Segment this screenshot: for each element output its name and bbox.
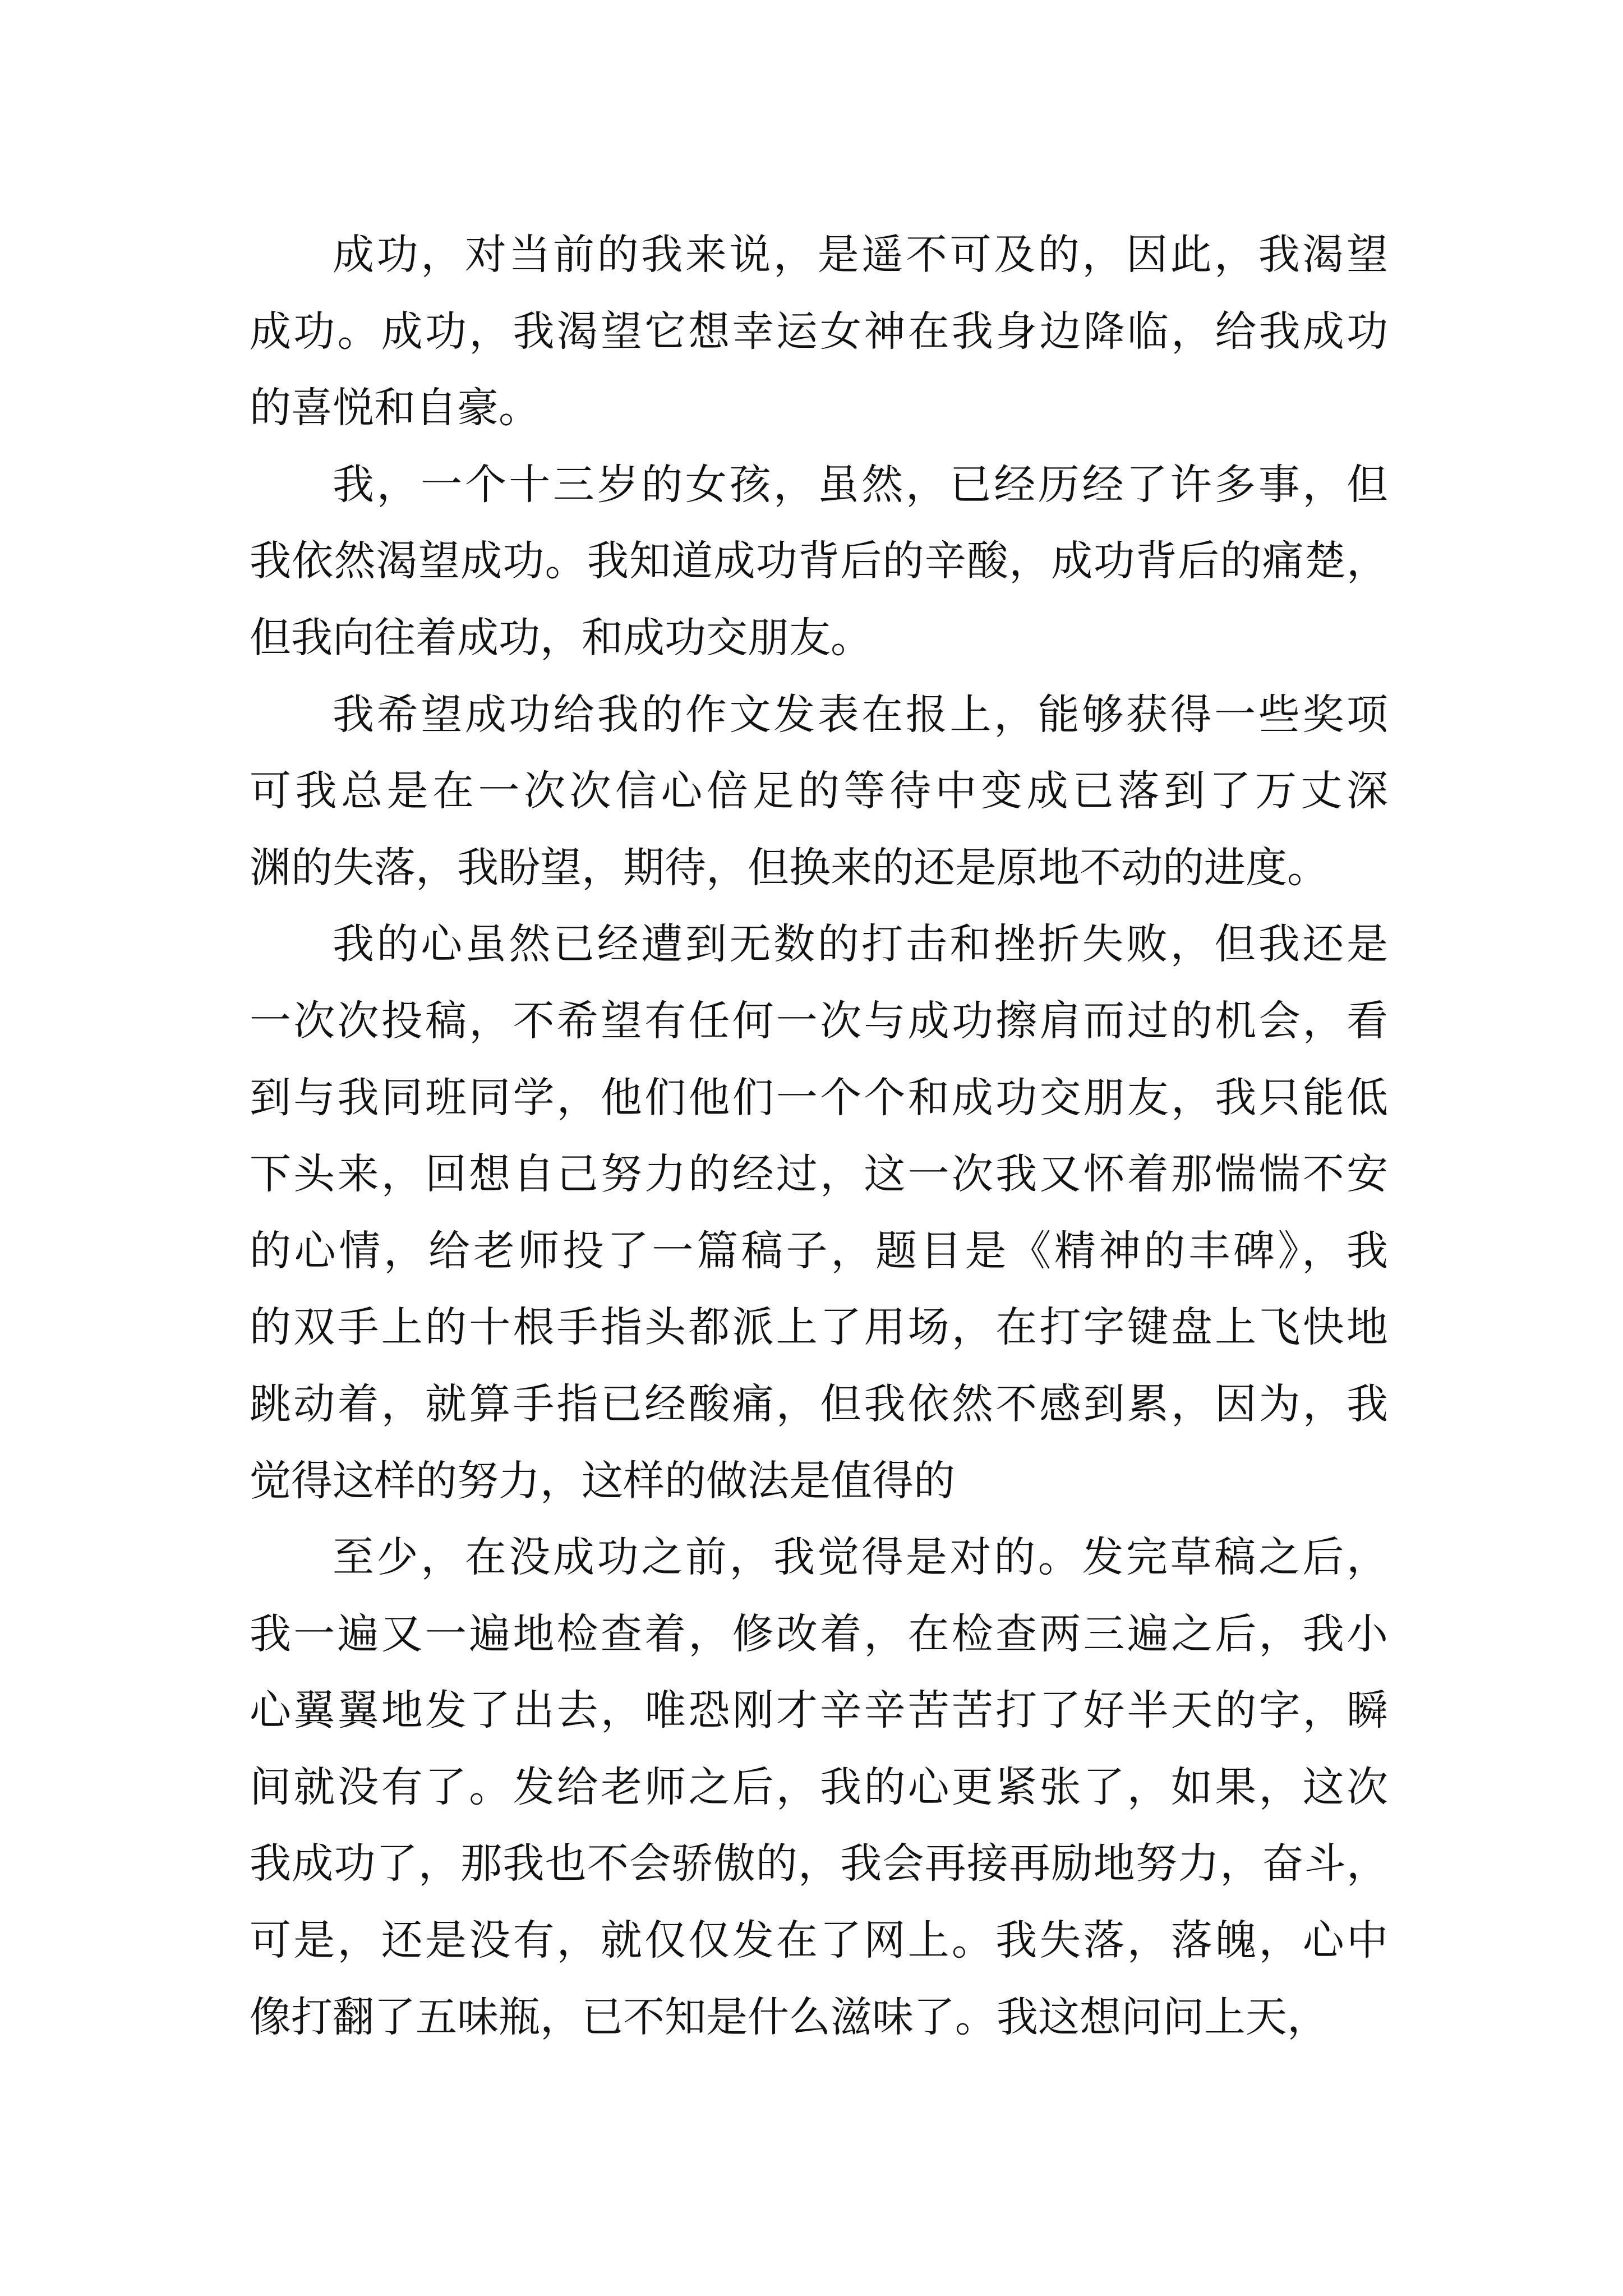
text-line: 的双手上的十根手指头都派上了用场，在打字键盘上飞快地 <box>250 1303 1388 1352</box>
text-line: 觉得这样的努力，这样的做法是值得的 <box>250 1456 955 1505</box>
text-line: 的喜悦和自豪。 <box>250 384 540 432</box>
text-line: 我依然渴望成功。我知道成功背后的辛酸，成功背后的痛楚， <box>250 537 1388 586</box>
text-line: 我成功了，那我也不会骄傲的，我会再接再励地努力，奋斗， <box>250 1839 1388 1888</box>
text-line: 可是，还是没有，就仅仅发在了网上。我失落，落魄，心中 <box>250 1916 1388 1965</box>
text-line: 下头来，回想自己努力的经过，这一次我又怀着那惴惴不安 <box>250 1150 1388 1199</box>
text-line: 心翼翼地发了出去，唯恐刚才辛辛苦苦打了好半天的字，瞬 <box>250 1686 1388 1735</box>
text-line: 至少，在没成功之前，我觉得是对的。发完草稿之后， <box>333 1533 1388 1582</box>
paragraph <box>250 1519 1388 2055</box>
text-line: 但我向往着成功，和成功交朋友。 <box>250 613 872 662</box>
document-body <box>250 217 1388 2055</box>
text-line: 可我总是在一次次信心倍足的等待中变成已落到了万丈深 <box>250 767 1388 816</box>
text-line: 我希望成功给我的作文发表在报上，能够获得一些奖项 <box>333 690 1388 739</box>
text-line: 跳动着，就算手指已经酸痛，但我依然不感到累，因为，我 <box>250 1379 1388 1428</box>
text-line: 成功，对当前的我来说，是遥不可及的，因此，我渴望 <box>333 231 1388 279</box>
text-line: 成功。成功，我渴望它想幸运女神在我身边降临，给我成功 <box>250 307 1388 356</box>
text-line: 我的心虽然已经遭到无数的打击和挫折失败，但我还是 <box>333 920 1388 969</box>
paragraph <box>250 217 1388 447</box>
text-line: 的心情，给老师投了一篇稿子，题目是《精神的丰碑》，我 <box>250 1226 1388 1275</box>
paragraph <box>250 906 1388 1519</box>
text-line: 一次次投稿，不希望有任何一次与成功擦肩而过的机会，看 <box>250 996 1388 1045</box>
text-line: 到与我同班同学，他们他们一个个和成功交朋友，我只能低 <box>250 1073 1388 1122</box>
text-line: 像打翻了五味瓶，已不知是什么滋味了。我这想问问上天， <box>250 1993 1329 2041</box>
text-line: 渊的失落，我盼望，期待，但换来的还是原地不动的进度。 <box>250 843 1329 892</box>
text-line: 我，一个十三岁的女孩，虽然，已经历经了许多事，但 <box>333 460 1388 509</box>
text-line: 间就没有了。发给老师之后，我的心更紧张了，如果，这次 <box>250 1763 1388 1811</box>
paragraph <box>250 447 1388 677</box>
paragraph <box>250 677 1388 907</box>
text-line: 我一遍又一遍地检查着，修改着，在检查两三遍之后，我小 <box>250 1609 1388 1658</box>
